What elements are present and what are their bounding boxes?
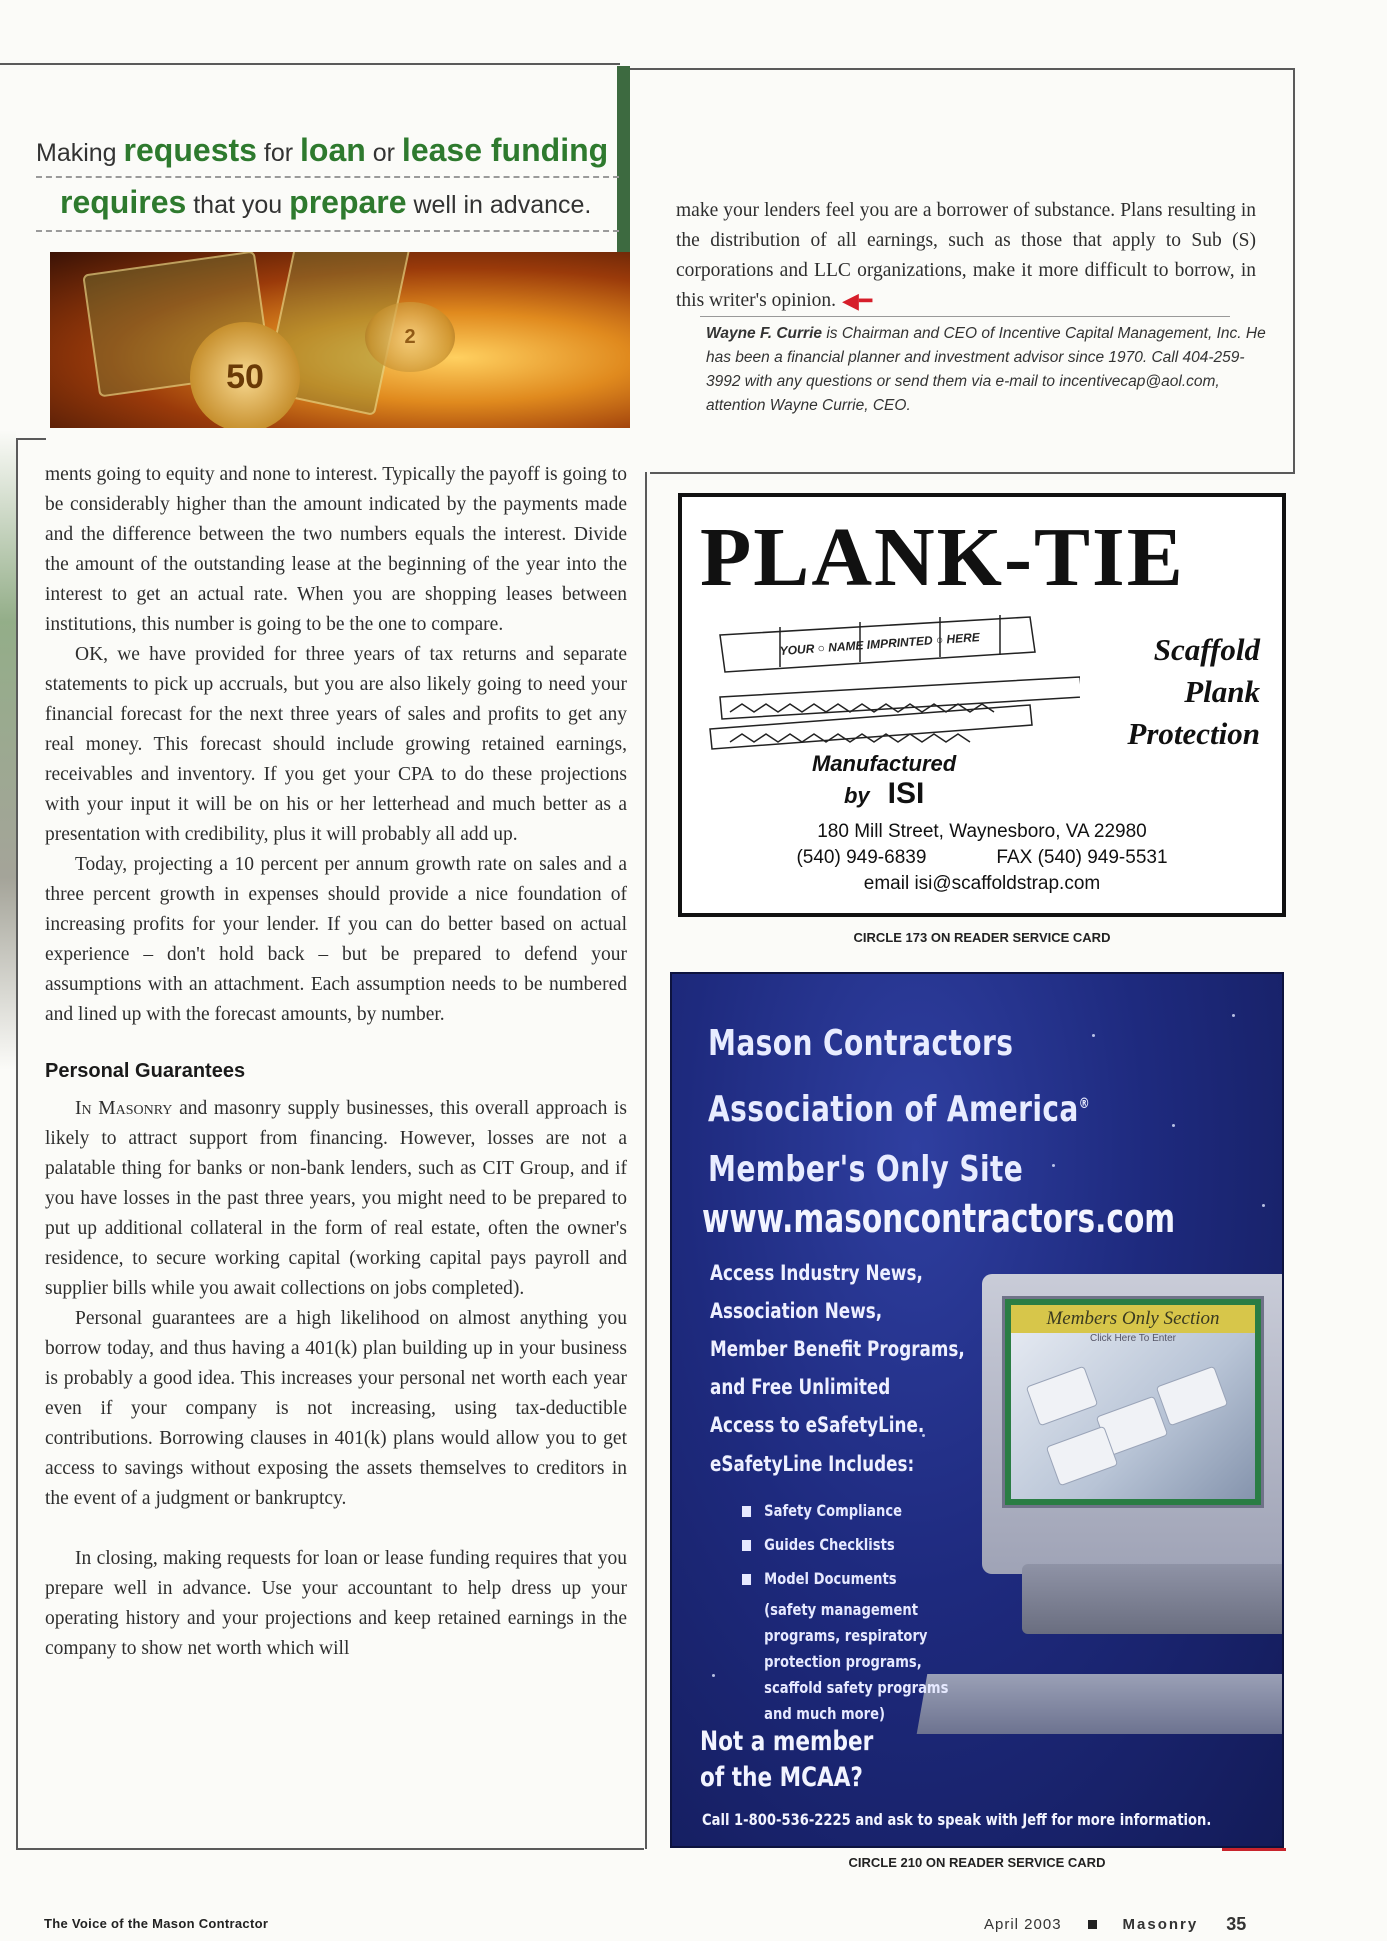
section-heading: Personal Guarantees [45, 1060, 246, 1082]
mcaa-url-link[interactable]: www.masoncontractors.com [702, 1196, 1176, 1242]
ad-title: PLANK-TIE [700, 511, 1185, 604]
pull-quote-dashed-rule [36, 176, 619, 178]
paragraph: make your lenders feel you are a borrower of substance. Plans resulting in the distribution of all earnings, such as those that apply to Sub (S) corporations and LLC organizations, make it more difficult to borrow, in this writer's opinion. ◀━ [676, 196, 1256, 317]
strap-illustration [700, 597, 1080, 757]
article-continuation [676, 196, 1256, 317]
monitor-base [1022, 1564, 1284, 1634]
monitor-screen [1002, 1296, 1264, 1508]
pull-quote [36, 128, 611, 224]
ad-contact: 180 Mill Street, Waynesboro, VA 22980 (540) 949-6839 FAX (540) 949-5531 email isi@scaffoldstrap.com [682, 819, 1282, 897]
mcaa-phone-cta[interactable]: Call 1-800-536-2225 and ask to speak with Jeff for more information. [702, 1810, 1212, 1829]
pull-quote-line-2: requires that you prepare well in advance. [60, 184, 592, 220]
reader-service-note: CIRCLE 173 ON READER SERVICE CARD [853, 930, 1111, 945]
mcaa-access-list: Access Industry News, Association News, Member Benefit Programs, and Free Unlimited Access to eSafetyLine. [710, 1261, 965, 1437]
isi-logo: ISI [887, 777, 925, 810]
paragraph: In Masonry and masonry supply businesses, this overall approach is likely to attract support from financing. However, losses are not a palatable thing for banks or non-bank lenders, such as CIT Group, and if you have losses in the past three years, you might need to be prepared to put up additional collateral in the form of real estate, often the owner's residence, to secure working capital (working capital pays payroll and supplier bills while you await collections on jobs completed). [45, 1098, 627, 1299]
computer-monitor [982, 1274, 1282, 1574]
page-edge-shadow [0, 430, 16, 1070]
left-frame-bottom-rule [16, 1848, 644, 1850]
article-left-column [45, 460, 627, 1664]
bio-rule [700, 316, 1230, 317]
mcaa-ad[interactable] [670, 972, 1284, 1848]
not-member-callout: Not a member of the MCAA? [700, 1726, 874, 1793]
manufacturer: Manufactured by ISI [812, 751, 957, 810]
ad-tagline: Scaffold Plank Protection [1127, 632, 1260, 751]
members-only-button[interactable]: Members Only Section [1011, 1305, 1255, 1333]
plank-tie-ad[interactable] [678, 493, 1286, 917]
left-frame-top-rule [16, 438, 46, 440]
right-box-bottom-rule [650, 472, 1295, 474]
esafetyline-heading: eSafetyLine Includes: [710, 1452, 915, 1476]
pull-quote-line-1: Making requests for loan or lease funding [36, 132, 609, 168]
coin-shape: 2 [365, 302, 455, 372]
list-item: Model Documents (safety management programs, respiratory protection programs, scaffold safety programs and much more) [742, 1562, 948, 1726]
footer-tagline: The Voice of the Mason Contractor [44, 1916, 269, 1931]
top-rule-right [630, 68, 1295, 70]
screen-subtitle: Click Here To Enter [1090, 1333, 1176, 1344]
top-rule-left [0, 63, 620, 65]
list-item: Guides Checklists [742, 1528, 948, 1562]
paragraph: In closing, making requests for loan or lease funding requires that you prepare well in advance. Use your accountant to help dress up your operating history and your projections and keep retained earnings in the company to show net worth which will [45, 1548, 627, 1659]
strap-imprint: YOUR ○ NAME IMPRINTED ○ HERE [779, 630, 981, 658]
square-bullet-icon [1088, 1920, 1097, 1929]
paragraph: ments going to equity and none to interest. Typically the payoff is going to be considerably higher than the amount indicated by the payments made and the difference between the two numbers equals the interest. Divide the amount of the outstanding lease at the beginning of the year into the interest to get an actual rate. When you are shopping leases between institutions, this number is going to be the one to compare. [45, 464, 627, 635]
end-arrow-icon: ◀━ [842, 288, 873, 314]
coin-shape: 50 [190, 322, 300, 428]
mcaa-headline: Mason Contractors Association of America® Member's Only Site [708, 1023, 1091, 1190]
paragraph: Today, projecting a 10 percent per annum growth rate on sales and a three percent growth in expenses should provide a nice foundation of increasing profits for your lender. If you can do better based on actual experience – don't hold back – but be prepared to defend your assumptions with an attachment. Each assumption needs to be numbered and lined up with the forecast amounts, by number. [45, 854, 627, 1025]
page-number: 35 [1226, 1914, 1247, 1934]
column-divider-rule [645, 472, 647, 1849]
paragraph: Personal guarantees are a high likelihood on almost anything you borrow today, and thus having a 401(k) plan building up in your business is probably a good idea. This increases your personal net worth each year even if your company is not increasing, using tax-deductible contributions. Borrowing clauses in 401(k) plans would allow you to get access to savings without exposing the assets themselves to creditors in the event of a judgment or bankruptcy. [45, 1308, 627, 1509]
reader-service-note: CIRCLE 210 ON READER SERVICE CARD [848, 1855, 1106, 1870]
issue-date: April 2003 [984, 1916, 1062, 1933]
keyboard-image [917, 1674, 1284, 1734]
paragraph: OK, we have provided for three years of tax returns and separate statements to pick up accruals, but you are also likely going to need your financial forecast for the next three years of sales and profits to get any real money. This forecast should include growing retained earnings, receivables and inventory. If you get your CPA to do these projections with your input it will be on his or her letterhead and much better as a presentation with credibility, plus it will probably all add up. [45, 644, 627, 845]
footer-folio [984, 1914, 1246, 1935]
list-item: Safety Compliance [742, 1494, 948, 1528]
author-bio: Wayne F. Currie is Chairman and CEO of Incentive Capital Management, Inc. He has been a financial planner and investment advisor since 1970. Call 404-259-3992 with any questions or send them via e-mail to incentivecap@aol.com, attention Wayne Currie, CEO. [706, 325, 1266, 414]
right-box-border [1293, 68, 1295, 473]
ad-email[interactable]: email isi@scaffoldstrap.com [863, 873, 1101, 894]
pull-quote-dashed-rule-2 [36, 230, 619, 232]
esafetyline-bullets [742, 1494, 948, 1726]
left-frame-rule [16, 438, 18, 1848]
magazine-name: Masonry [1122, 1916, 1199, 1933]
red-accent-mark [1222, 1848, 1286, 1851]
money-photo [50, 252, 630, 428]
